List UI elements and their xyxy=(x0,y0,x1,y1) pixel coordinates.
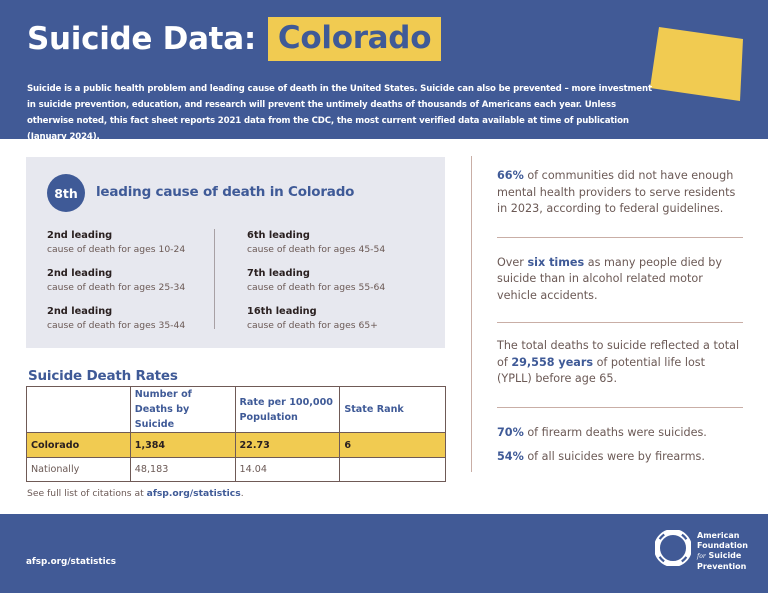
fact-highlight: 54% xyxy=(497,450,524,463)
age-stat-rank: 2nd leading xyxy=(47,268,113,279)
rates-section-title: Suicide Death Rates xyxy=(28,368,178,384)
logo-for: for xyxy=(697,553,706,560)
table-cell-deaths: 48,183 xyxy=(130,458,235,482)
page-title xyxy=(27,17,441,61)
age-stat-desc: cause of death for ages 45-54 xyxy=(247,244,386,255)
fact-divider xyxy=(497,322,743,323)
table-cell-rate: 14.04 xyxy=(235,458,340,482)
vertical-divider xyxy=(471,156,472,472)
age-stat xyxy=(47,267,185,305)
logo-line: American xyxy=(697,531,740,540)
citation-prefix: See full list of citations at xyxy=(27,488,147,499)
afsp-logo-text xyxy=(697,531,748,572)
citation-suffix: . xyxy=(240,488,244,499)
age-stats-left xyxy=(47,229,185,343)
age-stat xyxy=(247,305,385,343)
table-header-cell: Rate per 100,000 Population xyxy=(235,387,340,433)
rank-label: leading cause of death in Colorado xyxy=(96,184,355,200)
table-cell-rank xyxy=(340,458,446,482)
logo-line: Foundation xyxy=(697,541,748,550)
table-cell-name: Colorado xyxy=(27,433,131,458)
citation-note xyxy=(27,488,244,499)
column-divider xyxy=(214,229,215,329)
fact-divider xyxy=(497,407,743,408)
fact-item xyxy=(497,255,743,305)
table-row xyxy=(27,458,446,482)
age-stat-rank: 7th leading xyxy=(247,268,310,279)
fact-pre: The total deaths to suicide reflected a total of xyxy=(497,339,740,369)
age-stat-desc: cause of death for ages 25-34 xyxy=(47,282,186,293)
death-rates-table xyxy=(26,386,446,482)
table-cell-rank: 6 xyxy=(340,433,446,458)
table-header-row xyxy=(27,387,446,433)
footer-banner xyxy=(0,514,768,593)
fact-highlight: six times xyxy=(527,255,585,269)
fact-text: of firearm deaths were suicides. xyxy=(523,425,707,439)
fact-highlight: 70% xyxy=(497,425,524,439)
fact-highlight: 29,558 years xyxy=(511,355,594,369)
table-cell-rate: 22.73 xyxy=(235,433,340,458)
table-header-cell: Number of Deaths by Suicide xyxy=(130,387,235,433)
table-cell-name: Nationally xyxy=(27,458,131,482)
fact-item xyxy=(497,168,743,218)
title-text: Suicide Data: xyxy=(27,21,256,57)
age-stat-rank: 2nd leading xyxy=(47,230,113,241)
logo-line: Prevention xyxy=(697,562,747,571)
intro-paragraph: Suicide is a public health problem and leading cause of death in the United States. Suicide can also be prevented – more investment in suicide prevention, education, and research will prevent the untimely deaths of thousands of Americans each year. Unless otherwise noted, this fact sheet reports 2021 data from the CDC, the most current verified data available at time of publication (January 2024). xyxy=(27,84,652,142)
rank-badge: 8th xyxy=(47,174,85,212)
life-preserver-icon xyxy=(655,530,691,566)
fact-text: of communities did not have enough mental health providers to serve residents in 2023, according to federal guidelines. xyxy=(497,169,736,215)
state-name-badge: Colorado xyxy=(268,17,441,61)
age-stat-desc: cause of death for ages 55-64 xyxy=(247,282,386,293)
fact-text: as many people died by suicide than in alcohol related motor vehicle accidents. xyxy=(497,255,722,302)
table-header-cell: State Rank xyxy=(340,387,446,433)
age-stat xyxy=(247,267,385,305)
age-stat-rank: 16th leading xyxy=(247,306,317,317)
logo-word: Suicide xyxy=(708,551,742,560)
colorado-state-shape-icon xyxy=(650,25,746,101)
header-banner xyxy=(0,0,768,142)
fact-highlight: 66% xyxy=(497,169,524,182)
age-stat xyxy=(247,229,385,267)
age-stat-desc: cause of death for ages 10-24 xyxy=(47,244,186,255)
age-stat xyxy=(47,229,185,267)
table-row xyxy=(27,433,446,458)
table-header-cell xyxy=(27,387,131,433)
fact-item xyxy=(497,338,743,388)
fact-pre: Over xyxy=(497,255,528,269)
age-stat-desc: cause of death for ages 65+ xyxy=(247,320,378,331)
fact-text: of all suicides were by firearms. xyxy=(523,450,705,463)
age-stat-rank: 2nd leading xyxy=(47,306,113,317)
age-stat-rank: 6th leading xyxy=(247,230,310,241)
age-stat-desc: cause of death for ages 35-44 xyxy=(47,320,186,331)
fact-item xyxy=(497,425,743,442)
citation-link[interactable]: afsp.org/statistics xyxy=(146,488,241,499)
age-stat xyxy=(47,305,185,343)
logo-line xyxy=(697,551,748,562)
fact-text: of potential life lost (YPLL) before age 65. xyxy=(497,355,706,385)
facts-column xyxy=(497,168,743,466)
fact-item xyxy=(497,449,743,466)
leading-cause-panel xyxy=(26,157,445,348)
age-stats-right xyxy=(247,229,385,343)
fact-divider xyxy=(497,237,743,238)
footer-statistics-link[interactable]: afsp.org/statistics xyxy=(26,557,117,567)
table-cell-deaths: 1,384 xyxy=(130,433,235,458)
